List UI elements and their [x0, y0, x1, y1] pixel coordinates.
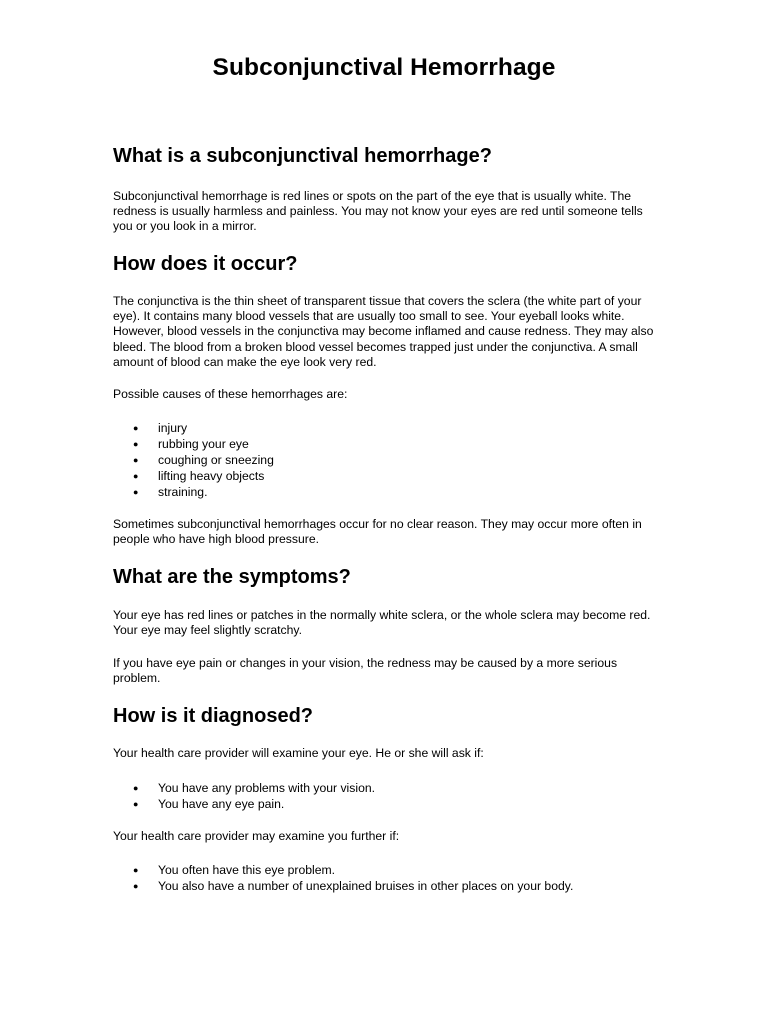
section-heading-how-occur: How does it occur?	[113, 253, 298, 275]
diagnosis-list	[113, 780, 658, 812]
list-item	[113, 468, 658, 484]
section-heading-what-is: What is a subconjunctival hemorrhage?	[113, 145, 492, 167]
bullet-icon: ●	[133, 783, 139, 793]
list-item	[113, 862, 658, 878]
list-item-text: rubbing your eye	[158, 437, 249, 451]
paragraph: If you have eye pain or changes in your vision, the redness may be caused by a more serious problem.	[113, 656, 618, 686]
bullet-icon: ●	[133, 881, 139, 891]
list-item-text: straining.	[158, 485, 208, 499]
list-item-text: coughing or sneezing	[158, 453, 274, 467]
list-item-text: You have any eye pain.	[158, 797, 285, 811]
list-item	[113, 452, 658, 468]
list-item-text: You also have a number of unexplained bruises in other places on your body.	[158, 879, 574, 893]
list-item-text: You have any problems with your vision.	[158, 781, 376, 795]
list-item	[113, 780, 658, 796]
list-item	[113, 484, 658, 500]
bullet-icon: ●	[133, 487, 139, 497]
page-title: Subconjunctival Hemorrhage	[212, 54, 556, 81]
paragraph: The conjunctiva is the thin sheet of transparent tissue that covers the sclera (the white part of your eye). It contains many blood vessels that are usually too small to see. Your eyeball looks white. However, blood vessels in the conjunctiva may become inflamed and cause redness. They may also bleed. The blood from a broken blood vessel becomes trapped just under the conjunctiva. A small amount of blood can make the eye look very red.	[113, 294, 654, 369]
bullet-icon: ●	[133, 439, 139, 449]
paragraph: Your health care provider may examine you further if:	[113, 829, 400, 843]
bullet-icon: ●	[133, 455, 139, 465]
list-item	[113, 878, 658, 894]
list-item	[113, 796, 658, 812]
section-heading-diagnosed: How is it diagnosed?	[113, 705, 314, 727]
causes-list	[113, 420, 658, 500]
bullet-icon: ●	[133, 423, 139, 433]
paragraph: Sometimes subconjunctival hemorrhages occur for no clear reason. They may occur more often in people who have high blood pressure.	[113, 517, 642, 547]
further-exam-list	[113, 862, 658, 894]
bullet-icon: ●	[133, 865, 139, 875]
list-item	[113, 436, 658, 452]
list-item-text: lifting heavy objects	[158, 469, 265, 483]
bullet-icon: ●	[133, 471, 139, 481]
paragraph: Your eye has red lines or patches in the normally white sclera, or the whole sclera may become red. Your eye may feel slightly scratchy.	[113, 608, 651, 638]
paragraph: Subconjunctival hemorrhage is red lines or spots on the part of the eye that is usually white. The redness is usually harmless and painless. You may not know your eyes are red until someone tells you or you look in a mirror.	[113, 189, 643, 234]
paragraph: Possible causes of these hemorrhages are:	[113, 387, 348, 401]
paragraph: Your health care provider will examine your eye. He or she will ask if:	[113, 746, 484, 760]
list-item-text: You often have this eye problem.	[158, 863, 336, 877]
list-item-text: injury	[158, 421, 188, 435]
list-item	[113, 420, 658, 436]
section-heading-symptoms: What are the symptoms?	[113, 566, 351, 588]
bullet-icon: ●	[133, 799, 139, 809]
